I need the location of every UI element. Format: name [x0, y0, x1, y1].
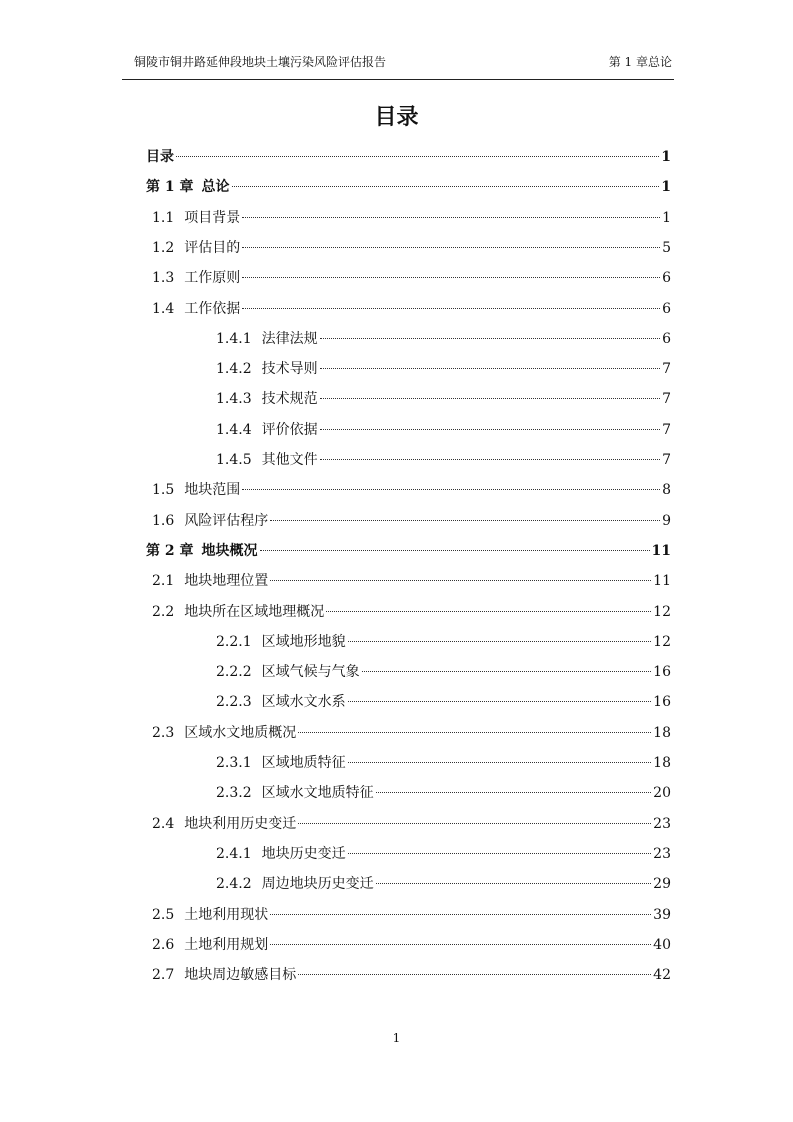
toc-entry-label: 地块所在区域地理概况 — [184, 603, 325, 620]
toc-entry-page: 6 — [662, 270, 671, 287]
toc-entry-number: 1.5 — [152, 482, 175, 499]
toc-entry-number: 2.2.2 — [216, 664, 252, 681]
toc-entry-number: 2.2.3 — [216, 694, 252, 711]
toc-leader-dots — [298, 974, 651, 975]
toc-leader-dots — [242, 489, 660, 490]
toc-entry-page: 29 — [653, 876, 671, 893]
toc-entry-number: 2.7 — [152, 967, 175, 984]
toc-entry-page: 1 — [661, 179, 671, 196]
toc-entry-label: 地块概况 — [201, 542, 258, 559]
toc-entry-page: 6 — [662, 330, 671, 347]
toc-leader-dots — [348, 641, 652, 642]
toc-leader-dots — [320, 338, 660, 339]
toc-entry-label: 风险评估程序 — [184, 512, 269, 529]
toc-leader-dots — [298, 732, 651, 733]
toc-leader-dots — [362, 671, 652, 672]
toc-entry-label: 项目背景 — [184, 209, 241, 226]
toc-entry-page: 7 — [662, 421, 671, 438]
toc-leader-dots — [320, 459, 660, 460]
toc-entry-page: 12 — [653, 603, 671, 620]
toc-entry-label: 总论 — [201, 179, 230, 196]
toc-entry[interactable] — [216, 387, 671, 411]
toc-leader-dots — [376, 792, 652, 793]
toc-entry-page: 9 — [662, 512, 671, 529]
toc-entry-label: 工作原则 — [184, 270, 241, 287]
toc-leader-dots — [260, 550, 650, 551]
toc-entry-number: 第 2 章 — [146, 542, 194, 559]
toc-entry[interactable] — [152, 812, 671, 836]
toc-entry-page: 1 — [662, 209, 671, 226]
toc-entry-number: 1.4 — [152, 300, 175, 317]
page-number: 1 — [392, 1031, 401, 1045]
toc-entry-label: 技术导则 — [261, 361, 318, 378]
toc-leader-dots — [348, 853, 652, 854]
header-report-title: 铜陵市铜井路延伸段地块土壤污染风险评估报告 — [134, 55, 387, 69]
header-chapter: 第 1 章总论 — [608, 55, 672, 69]
toc-entry[interactable] — [216, 357, 671, 381]
toc-entry[interactable] — [152, 933, 671, 957]
toc-entry-number: 1.1 — [152, 209, 175, 226]
toc-entry-page: 18 — [653, 724, 671, 741]
toc-entry-label: 区域气候与气象 — [261, 664, 360, 681]
toc-entry-page: 39 — [653, 906, 671, 923]
toc-entry-label: 工作依据 — [184, 300, 241, 317]
toc-entry-number: 1.4.3 — [216, 391, 252, 408]
toc-leader-dots — [242, 277, 660, 278]
toc-entry-label: 区域地质特征 — [261, 755, 346, 771]
toc-leader-dots — [270, 944, 651, 945]
toc-entry-label: 目录 — [146, 149, 174, 165]
toc-leader-dots — [348, 762, 652, 763]
toc-entry-number: 2.3.2 — [216, 785, 252, 802]
toc-entry-label: 地块历史变迁 — [261, 845, 346, 862]
toc-entry-page: 20 — [653, 785, 671, 802]
toc-leader-dots — [376, 883, 652, 884]
toc-entry-number: 2.3 — [152, 724, 175, 741]
toc-entry-label: 区域水文地质特征 — [261, 785, 374, 802]
toc-entry-number: 2.6 — [152, 936, 175, 953]
toc-entry[interactable] — [146, 175, 671, 199]
toc-entry[interactable] — [216, 660, 671, 684]
toc-entry-number: 2.5 — [152, 906, 175, 923]
toc-entry-number: 2.4.2 — [216, 876, 252, 893]
toc-entry-page: 5 — [662, 239, 671, 256]
toc-entry[interactable] — [146, 145, 671, 169]
toc-entry[interactable] — [216, 448, 671, 472]
toc-entry[interactable] — [152, 963, 671, 987]
toc-entry[interactable] — [152, 206, 671, 230]
toc-entry-number: 1.2 — [152, 239, 175, 256]
toc-entry-page: 12 — [653, 633, 671, 650]
toc-entry-number: 1.4.4 — [216, 421, 252, 438]
toc-entry-label: 评估目的 — [184, 239, 241, 256]
toc-leader-dots — [320, 398, 660, 399]
toc-entry-page: 18 — [653, 755, 671, 771]
toc-entry-page: 6 — [662, 300, 671, 317]
toc-entry[interactable] — [152, 478, 671, 502]
toc-entry-label: 技术规范 — [261, 391, 318, 408]
toc-entry-page: 7 — [662, 391, 671, 408]
toc-entry-page: 11 — [651, 542, 671, 559]
toc-entry-label: 地块地理位置 — [184, 573, 269, 590]
toc-entry-page: 23 — [653, 815, 671, 832]
toc-entry-number: 2.2.1 — [216, 633, 252, 650]
toc-entry[interactable] — [216, 872, 671, 896]
toc-entry[interactable] — [216, 418, 671, 442]
toc-entry[interactable] — [152, 266, 671, 290]
toc-entry-label: 区域地形地貌 — [261, 633, 346, 650]
toc-entry-label: 其他文件 — [261, 452, 318, 468]
toc-entry-number: 2.1 — [152, 573, 175, 590]
toc-leader-dots — [320, 368, 660, 369]
toc-entry-number: 1.4.2 — [216, 361, 252, 378]
toc-entry-number: 1.3 — [152, 270, 175, 287]
toc-entry-label: 评价依据 — [261, 421, 318, 438]
toc-entry-page: 16 — [653, 664, 671, 681]
toc-leader-dots — [242, 308, 660, 309]
toc-entry[interactable] — [216, 781, 671, 805]
toc-entry[interactable] — [152, 236, 671, 260]
toc-entry-label: 土地利用规划 — [184, 936, 269, 953]
toc-entry-number: 1.4.5 — [216, 452, 252, 468]
toc-entry[interactable] — [152, 297, 671, 321]
toc-entry[interactable] — [146, 539, 671, 563]
toc-entry-number: 1.4.1 — [216, 330, 252, 347]
toc-leader-dots — [176, 156, 659, 157]
toc-entry-number: 第 1 章 — [146, 179, 194, 196]
toc-entry-page: 40 — [653, 936, 671, 953]
toc-entry[interactable] — [152, 569, 671, 593]
toc-entry[interactable] — [152, 903, 671, 927]
toc-entry[interactable] — [216, 690, 671, 714]
toc-entry-page: 42 — [653, 967, 671, 984]
toc-leader-dots — [326, 611, 651, 612]
toc-entry-label: 区域水文水系 — [261, 694, 346, 711]
toc-leader-dots — [242, 217, 660, 218]
header-rule — [122, 79, 674, 80]
toc-leader-dots — [232, 186, 660, 187]
toc-entry[interactable] — [216, 327, 671, 351]
toc-entry-number: 2.4 — [152, 815, 175, 832]
toc-entry-label: 周边地块历史变迁 — [261, 876, 374, 893]
toc-leader-dots — [270, 914, 651, 915]
toc-entry-page: 23 — [653, 845, 671, 862]
toc-entry-number: 1.6 — [152, 512, 175, 529]
toc-entry[interactable] — [152, 721, 671, 745]
toc-entry-label: 土地利用现状 — [184, 906, 269, 923]
toc-entry-label: 地块周边敏感目标 — [184, 967, 297, 984]
toc-entry-page: 8 — [662, 482, 671, 499]
toc-entry[interactable] — [216, 842, 671, 866]
toc-entry-page: 7 — [662, 361, 671, 378]
toc-entry-page: 1 — [661, 149, 671, 165]
toc-entry-number: 2.4.1 — [216, 845, 252, 862]
toc-entry-page: 7 — [662, 452, 671, 468]
toc-entry-number: 2.2 — [152, 603, 175, 620]
toc-entry-number: 2.3.1 — [216, 755, 252, 771]
toc-leader-dots — [298, 823, 651, 824]
toc-leader-dots — [320, 429, 660, 430]
toc-entry-label: 区域水文地质概况 — [184, 724, 297, 741]
toc-entry[interactable] — [152, 600, 671, 624]
toc-leader-dots — [242, 247, 660, 248]
toc-title: 目录 — [374, 104, 419, 130]
toc-entry[interactable] — [216, 630, 671, 654]
toc-leader-dots — [348, 701, 652, 702]
toc-entry-label: 法律法规 — [261, 330, 318, 347]
toc-entry-page: 11 — [653, 573, 671, 590]
toc-leader-dots — [270, 520, 660, 521]
toc-leader-dots — [270, 580, 651, 581]
toc-entry[interactable] — [152, 509, 671, 533]
toc-entry-label: 地块范围 — [184, 482, 241, 499]
toc-entry-page: 16 — [653, 694, 671, 711]
toc-entry[interactable] — [216, 751, 671, 775]
toc-entry-label: 地块利用历史变迁 — [184, 815, 297, 832]
